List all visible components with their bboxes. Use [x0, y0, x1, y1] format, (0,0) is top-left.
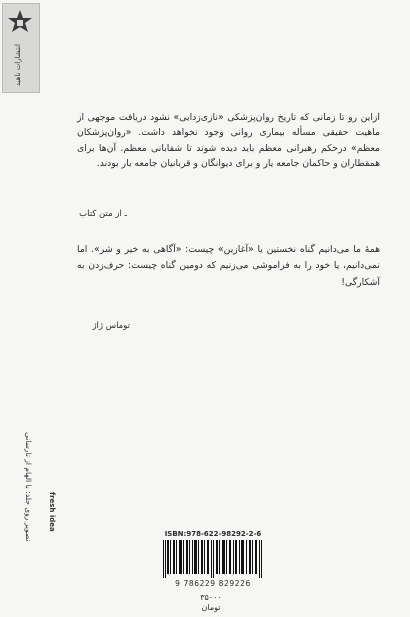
isbn-text: ISBN:978-622-98292-2-6 [164, 530, 262, 538]
quote-paragraph-2: همهٔ ما می‌دانیم گناه نخستین یا «آغازین» چیست: «آگاهی به خیر و شر». اما نمی‌دانیم، یا خود را به فراموشی می‌زنیم که دومین گناه چیست: حرف‌زدن به آشکارگی! [77, 244, 380, 288]
price-unit: تومان [201, 603, 221, 612]
publisher-name: انتشارات ناهید [14, 44, 22, 87]
barcode-block [161, 530, 265, 586]
publisher-logo [2, 3, 40, 93]
barcode-icon [163, 540, 263, 578]
price-value: ۳۵۰۰۰ [200, 593, 222, 602]
price-label [186, 593, 236, 613]
cover-credit: تصویر روی جلد: با الهام از تارسانی [24, 432, 33, 542]
publisher-star-icon [8, 10, 32, 36]
barcode-number: 9 786229 829226 [175, 579, 251, 588]
brand-label: fresh idea [48, 492, 56, 532]
quote-paragraph-1: ازاین رو تا زمانی که تاریخ روان‌پزشکی «نازی‌زدایی» نشود دریافت موجهی از ماهیت حقیقی مسأله بیماری روانی وجود نخواهد داشت. «روان‌پزشکان معظم» درحکم رهبرانی معظم باید دیده شوند تا شفابانی معظم. آن‌ها برای همقطاران و حاکمان جامعه یار و برای دیوانگان و قربانیان جامعه بار بودند. [77, 112, 380, 170]
quote-author: توماس ژاژ [92, 321, 130, 331]
quote-source: ـ از متن کتاب [79, 209, 127, 219]
